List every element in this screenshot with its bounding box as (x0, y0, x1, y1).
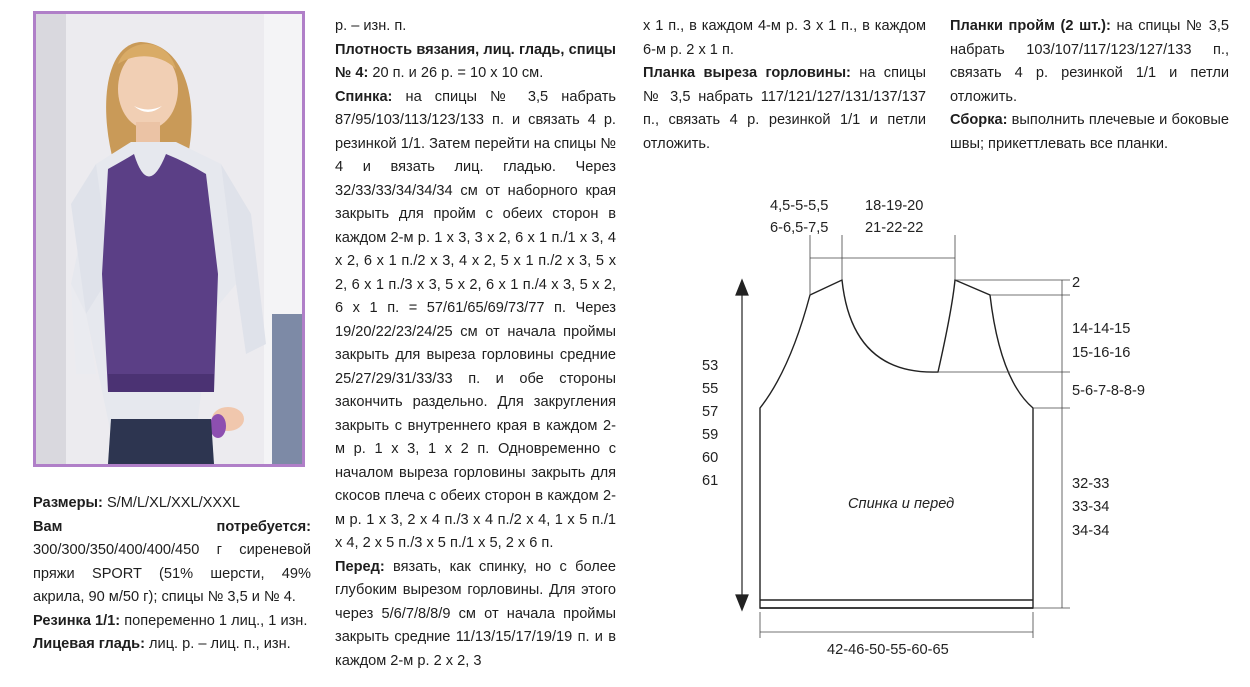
materials-paragraph (33, 516, 311, 610)
armband-paragraph (950, 15, 1229, 109)
sizes-label: Размеры: (33, 495, 103, 511)
length-value-4: 59 (702, 427, 719, 443)
column-4 (950, 15, 1229, 156)
stockinette-paragraph (33, 633, 311, 657)
assembly-paragraph (950, 109, 1229, 156)
rib-paragraph (33, 610, 311, 634)
column-3 (643, 15, 926, 156)
knitting-schematic (690, 180, 1230, 670)
gauge-paragraph (335, 39, 616, 86)
neckband-text: на спицы № 3,5 набрать 117/121/127/131/137/137 п., связать 4 р. резинкой 1/1 и петли отложить. (643, 65, 926, 152)
length-value-1: 53 (702, 358, 719, 374)
back-label: Спинка: (335, 88, 393, 105)
gauge-text: 20 п. и 26 р. = 10 х 10 см. (368, 65, 544, 81)
length-value-5: 60 (702, 450, 719, 466)
sizes-paragraph (33, 492, 311, 516)
rib-label: Резинка 1/1: (33, 612, 121, 629)
armband-label: Планки пройм (2 шт.): (950, 18, 1111, 34)
front-text: вязать, как спинку, но с более глубоким вырезом горловины. Для этого через 5/6/7/8/8/9 см от начала проймы закрыть средние 11/13/15/17/19/19 п. и в каждом 2-м р. 2 х 2, 3 (335, 558, 616, 669)
side-length-line3: 34-34 (1072, 523, 1110, 539)
rib-text: попеременно 1 лиц., 1 изн. (120, 612, 308, 629)
neckband-label: Планка выреза горловины: (643, 65, 851, 81)
front-continuation-text: х 1 п., в каждом 4-м р. 3 х 1 п., в каждом 6-м р. 2 х 1 п. (643, 18, 926, 58)
front-paragraph (335, 556, 616, 674)
side-length-line1: 32-33 (1072, 476, 1110, 492)
column-2 (335, 15, 616, 673)
stockinette-text: лиц. р. – лиц. п., изн. (144, 636, 291, 652)
shoulder-slope-value: 2 (1072, 275, 1081, 291)
length-value-6: 61 (702, 473, 719, 489)
armband-text: на спицы № 3,5 набрать 103/107/117/123/127/133 п., связать 4 р. резинкой 1/1 и петли отложить. (950, 18, 1229, 105)
assembly-text: выполнить плечевые и боковые швы; прикеттлевать все планки. (950, 112, 1229, 152)
materials-text: 300/300/350/400/400/450 г сиреневой пряжи SPORT (51% шерсти, 49% акрила, 90 м/50 г); спицы № 3,5 и № 4. (33, 542, 311, 605)
column-1 (33, 492, 311, 657)
length-arrow (736, 280, 748, 610)
bottom-width-value: 42-46-50-55-60-65 (827, 642, 949, 658)
garment-outline (760, 280, 1033, 608)
vest-photo-illustration (36, 14, 302, 464)
length-value-2: 55 (702, 381, 719, 397)
shoulder-width-line1: 4,5-5-5,5 (770, 198, 829, 214)
model-photo (33, 11, 305, 467)
neckband-paragraph (643, 62, 926, 156)
assembly-label: Сборка: (950, 112, 1008, 128)
stockinette-label: Лицевая гладь: (33, 636, 145, 652)
back-paragraph (335, 86, 616, 556)
sizes-text: S/M/L/XL/XXL/XXXL (102, 495, 240, 511)
armhole-depth-line2: 15-16-16 (1072, 345, 1131, 361)
side-length-line2: 33-34 (1072, 499, 1110, 515)
length-value-3: 57 (702, 404, 719, 420)
neck-width-line2: 21-22-22 (865, 220, 924, 236)
materials-label: Вам потребуется: (33, 518, 311, 535)
piece-label: Спинка и перед (848, 496, 955, 512)
continuation-text: р. – изн. п. (335, 18, 407, 34)
armhole-depth-line1: 14-14-15 (1072, 321, 1131, 337)
shoulder-width-line2: 6-6,5-7,5 (770, 220, 829, 236)
front-label: Перед: (335, 558, 385, 575)
schematic-drawing (690, 180, 1230, 670)
neck-width-line1: 18-19-20 (865, 198, 924, 214)
back-text: на спицы № 3,5 набрать 87/95/103/113/123/133 п. и связать 4 р. резинкой 1/1. Затем перейти на спицы № 4 и вязать лиц. гладью. Через 32/33/33/34/34/34 см от наборного края закрыть для пройм с обеих сторон в каждом 2-м р. 1 х 3, 3 х 2, 6 х 1 п./1 х 3, 4 х 2, 6 х 1 п./2 х 3, 4 х 2, 5 х 1 п./2 х 3, 5 х 2, 6 х 1 п./3 х 3, 5 х 2, 6 х 1 п./4 х 3, 5 х 2, 6 х 1 п. = 57/61/65/69/73/77 п. Через 19/20/22/23/24/25 см от начала проймы закрыть для выреза горловины средние 25/27/29/31/33/33 п. и обе стороны закончить раздельно. Для закругления закрыть с внутреннего края в каждом 2-м р. 1 х 3, 1 х 2 п. Одновременно с началом выреза горловины закрыть для скосов плеча с обеих сторон в каждом 2-м р. 1 х 3, 2 х 4 п./3 х 4 п./2 х 4, 1 х 5 п./1 х 4, 2 х 5 п./3 х 5 п./1 х 5, 2 х 6 п. (335, 88, 616, 551)
gauge-label: Плотность вязания, лиц. гладь, спицы № 4: (335, 41, 616, 81)
neck-depth-value: 5-6-7-8-8-9 (1072, 383, 1145, 399)
